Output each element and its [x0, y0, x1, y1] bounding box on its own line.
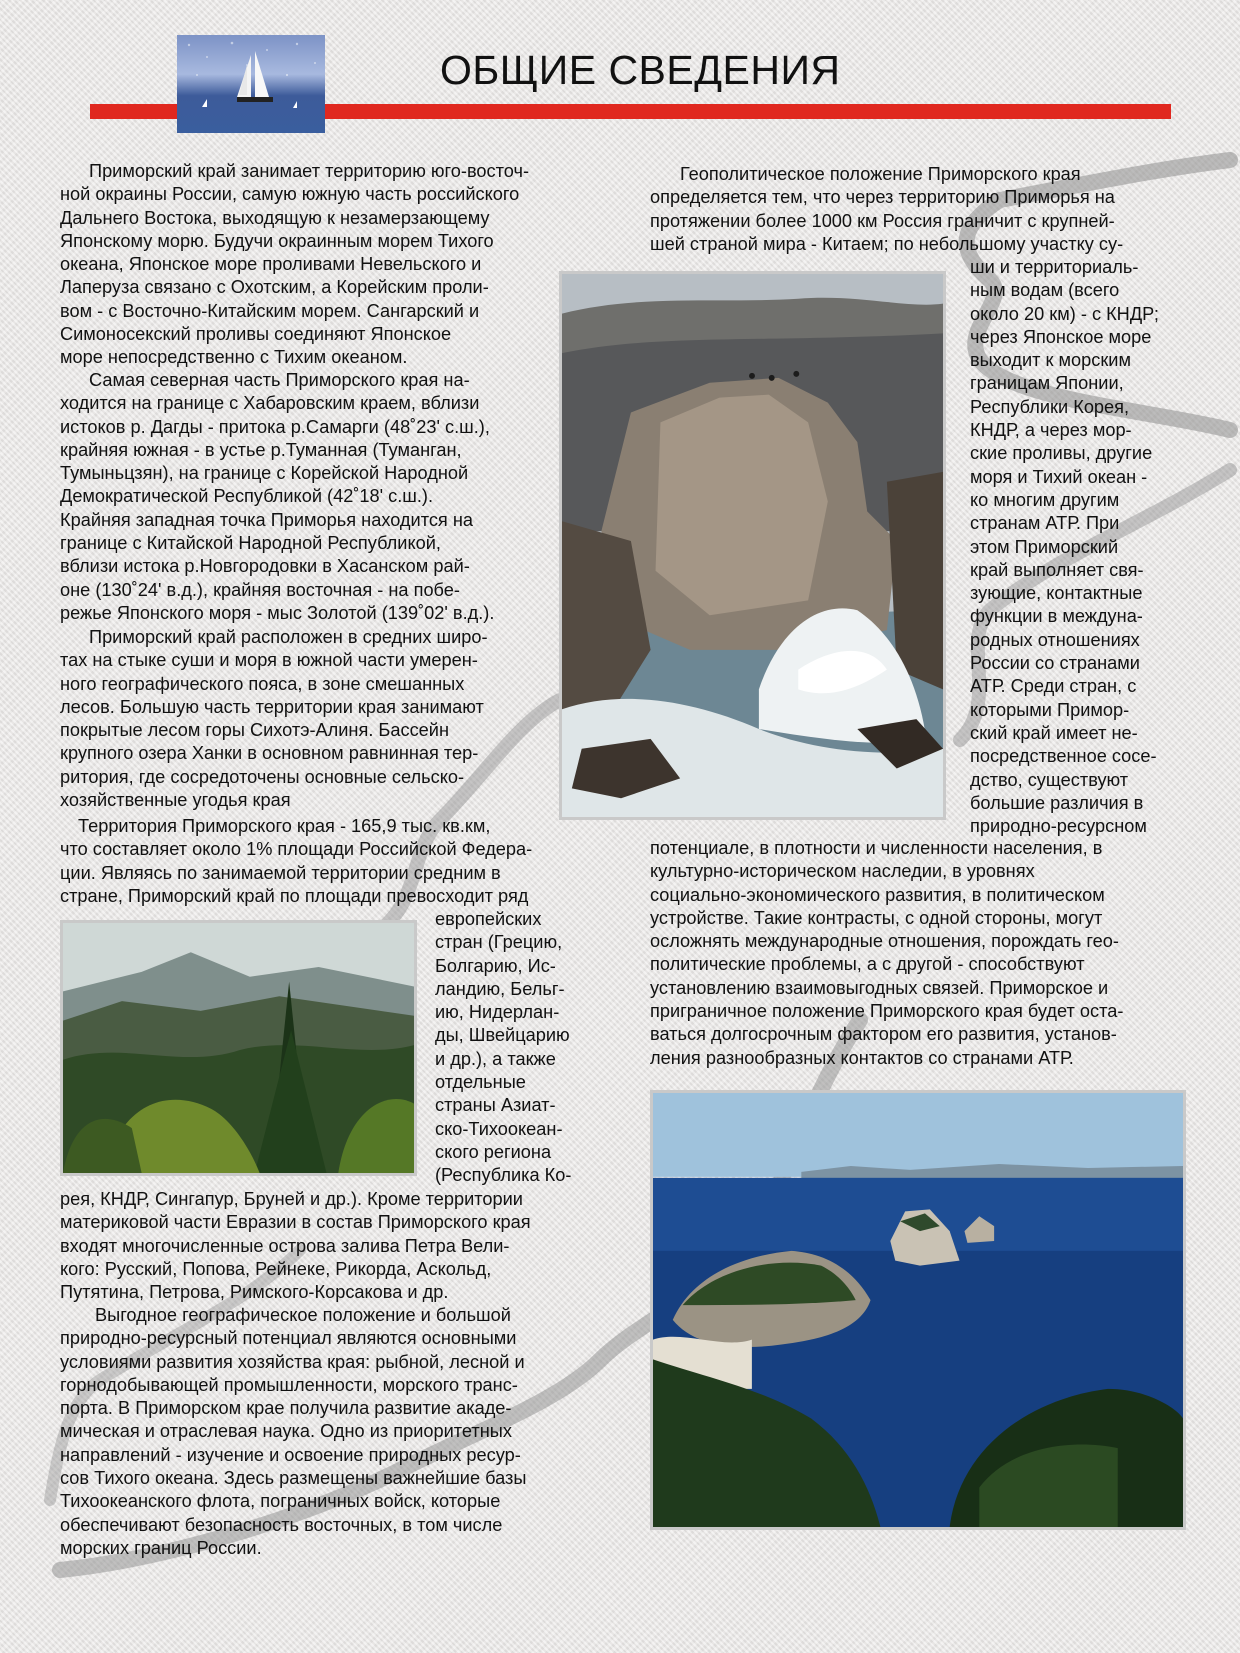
coastal-cliff-photo [559, 271, 946, 820]
left-paragraph-1: Приморский край занимает территорию юго-восточ- ной окраины России, самую южную часть российского Дальнего Востока, выходящую к незамерзающему Японскому морю. Будучи окраинным морем Тихого океана, Японское море проливами Невельского и Лаперуза связано с Охотским, а Корейским проли- вом - с Восточно-Китайским морем. Сангарский и Симоносекский проливы соединяют Японское море непосредственно с Тихим океаном. [60, 161, 529, 368]
left-paragraph-5: Выгодное географическое положение и большой природно-ресурсный потенциал являются основными условиями развития хозяйства края: рыбной, лесной и горнодобывающей промышленности, морского транс- порта. В Приморском крае получила развитие акаде- мическая и отраслевая наука. Одно из приоритетных направлений - изучение и освоение природных ресур- сов Тихого океана. Здесь размещены важнейшие базы Тихоокеанского флота, пограничных войск, которые обеспечивают безопасность восточных, в том числе морских границ России. [60, 1305, 527, 1558]
left-paragraph-4a: Территория Приморского края - 165,9 тыс. кв.км, что составляет около 1% площади Российской Федера- ции. Являясь по занимаемой территории средним в стране, Приморский край по площади превосходит ряд [60, 816, 533, 906]
sea-islands-photo [650, 1090, 1186, 1530]
left-paragraph-2: Самая северная часть Приморского края на- ходится на границе с Хабаровским краем, вблизи истоков р. Дагды - притока р.Самарги (48˚23' с.ш.), крайняя южная - в устье р.Туманная (Туманган, Тумыньцзян), на границе с Корейской Народной Демократической Республикой (42˚18' с.ш.). Крайняя западная точка Приморья находится на границе с Китайской Народной Республикой, вблизи истока р.Новгородовки в Хасанском рай- оне (130˚24' в.д.), крайняя восточная - на побе- режье Японского моря - мыс Золотой (139˚02' в.д.). [60, 370, 495, 623]
left-paragraph-4c: рея, КНДР, Сингапур, Бруней и др.). Кроме территории материковой части Евразии в состав Приморского края входят многочисленные острова залива Петра Вели- кого: Русский, Попова, Рейнеке, Рикорда, Аскольд, Путятина, Петрова, Римского-Корсакова и др. [60, 1189, 531, 1303]
left-paragraph-3: Приморский край расположен в средних широ- тах на стыке суши и моря в южной части умерен- ного географического пояса, в зоне смешанных лесов. Большую часть территории края занимают покрытые лесом горы Сихотэ-Алиня. Бассейн крупного озера Ханки в основном равнинная тер- ритория, где сосредоточены основные сельско- хозяйственные угодья края [60, 627, 488, 811]
header-sailing-ship-photo [177, 35, 325, 133]
right-paragraph-1a: Геополитическое положение Приморского края определяется тем, что через территорию Приморья на протяжении более 1000 км Россия граничит с крупней- шей страной мира - Китаем; по небольшому участку су- [650, 164, 1124, 254]
right-paragraph-1c: потенциале, в плотности и численности населения, в культурно-историческом наследии, в уровнях социально-экономического развития, в политическом устройстве. Такие контрасты, с одной стороны, могут осложнять международные отношения, порождать гео- политические проблемы, а с другой - способствуют установлению взаимовыгодных связей. Приморское и приграничное положение Приморского края будет оста- ваться долгосрочным фактором его развития, установ- ления разнообразных контактов со странами АТР. [650, 838, 1124, 1068]
left-paragraph-4b: европейских стран (Грецию, Болгарию, Ис- ландию, Бельг- ию, Нидерлан- ды, Швейцарию и др.), а также отдельные страны Азиат- ско-Тихоокеан- ского региона (Республика Ко- [435, 909, 572, 1186]
page-title: ОБЩИЕ СВЕДЕНИЯ [440, 47, 841, 93]
right-paragraph-1b: ши и территориаль- ным водам (всего около 20 км) - с КНДР; через Японское море выходит к морским границам Японии, Республики Корея, КНДР, а через мор- ские проливы, другие моря и Тихий океан - ко многим другим странам АТР. При этом Приморский край выполняет свя- зующие, контактные функции в междуна- родных отношениях России со странами АТР. Среди стран, с которыми Примор- ский край имеет не- посредственное сосе- дство, существуют большие различия в природно-ресурсном [970, 257, 1159, 837]
forest-mountains-photo [60, 920, 417, 1176]
